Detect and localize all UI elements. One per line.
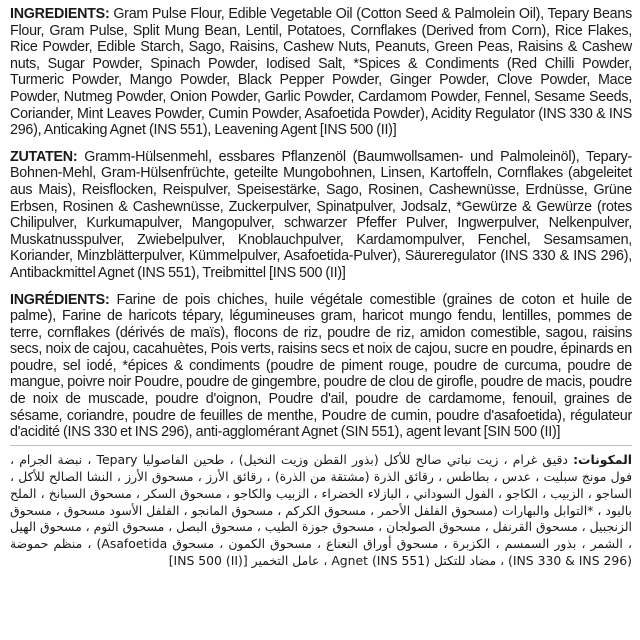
section-divider (10, 282, 632, 292)
ingredients-german-heading: ZUTATEN: (10, 148, 78, 165)
ingredients-german-text: Gramm-Hülsenmehl, essbares Pflanzenöl (Baumwollsamen- und Palmoleinöl), Tepary-Bohnen-Mehl, Gram-Hülsenfrüchte, geteilte Mungobohnen, Linsen, Kartoffeln, Cornflakes (abgeleitet aus Mais), Reisflocken, Reispulver, Speisestärke, Sago, Rosinen, Cashewnüsse, Erdnüsse, Grüne Erbsen, Rosinen & Cashewnüsse, Zuckerpulver, Spinatpulver, Jodsalz, *Gewürze & Gewürze (rotes Chilipulver, Kurkumapulver, Mangopulver, schwarzer Pfeffer Pulver, Ingwerpulver, Nelkenpulver, Muskatnusspulver, Zwiebelpulver, Knoblauchpulver, Kardamompulver, Fenchel, Sesamsamen, Koriander, Minzblätterpulver, Kümmelpulver, Asafoetida-Pulver), Säureregulator (INS 330 & INS 296), Antibackmittel Agnet (INS 551), Treibmittel [INS 500 (II)] (10, 148, 632, 281)
section-divider (10, 139, 632, 149)
ingredients-french-heading: INGRÉDIENTS: (10, 291, 110, 308)
section-rule (10, 445, 632, 446)
ingredients-arabic-heading: المكونات: (573, 451, 632, 467)
ingredients-french (10, 292, 632, 441)
ingredients-english-heading: INGREDIENTS: (10, 6, 110, 22)
ingredients-french-text: Farine de pois chiches, huile végétale comestible (graines de coton et huile de palme), Farine de haricots tépary, légumineuses gram, haricot mungo fendu, lentilles, pommes de terre, cornflakes (dérivés de maïs), flocons de riz, poudre de riz, amidon comestible, sagou, raisins secs, noix de cajou, cacahuètes, Pois verts, raisins secs et noix de cajou, sucre en poudre, épinards en poudre, sel iodé, *épices & condiments (poudre de piment rouge, poudre de curcuma, poudre de mangue, poivre noir Poudre, poudre de gingembre, poudre de clou de girofle, poudre de macis, poudre de noix de muscade, poudre d'oignon, Poudre d'ail, poudre de cardamome, fenouil, graines de sésame, coriandre, poudre de feuilles de menthe, Poudre de cumin, poudre d'asafoetida), régulateur d'acidité (INS 330 et INS 296), anti-agglomérant Agnet (SIN 551), agent levant [SIN 500 (II)] (10, 291, 632, 441)
ingredients-english (10, 6, 632, 139)
ingredients-german (10, 149, 632, 282)
ingredients-english-text: Gram Pulse Flour, Edible Vegetable Oil (Cotton Seed & Palmolein Oil), Tepary Beans Flour, Gram Pulse, Split Mung Bean, Lentil, Potatoes, Cornflakes (Derived from Corn), Rice Flakes, Rice Powder, Edible Starch, Sago, Raisins, Cashew Nuts, Peanuts, Green Peas, Raisins & Cashew nuts, Sugar Powder, Spinach Powder, Iodised Salt, *Spices & Condiments (Red Chilli Powder, Turmeric Powder, Mango Powder, Black Pepper Powder, Ginger Powder, Clove Powder, Mace Powder, Nutmeg Powder, Onion Powder, Garlic Powder, Cardamom Powder, Fennel, Sesame Seeds, Coriander, Mint Leaves Powder, Cumin Powder, Asafoetida Powder), Acidity Regulator (INS 330 & INS 296), Anticaking Agnet (INS 551), Leavening Agent [INS 500 (II)] (10, 6, 632, 139)
ingredients-arabic-text: دقيق غرام ، زيت نباتي صالح للأكل (بذور القطن وزيت النخيل) ، طحين الفاصوليا Tepary ، نبضة الجرام ، فول مونج سبليت ، عدس ، بطاطس ، رقائق الذرة (مشتقة من الذرة) ، رقائق الأرز ، مسحوق الأرز ، النشا الصالح للأكل ، الساجو ، الزبيب ، الكاجو ، الفول السوداني ، البازلاء الخضراء ، الزبيب والكاجو ، مسحوق السكر ، مسحوق السبانخ ، الملح باليود ، *التوابل والبهارات (مسحوق الفلفل الأحمر ، مسحوق الكركم ، مسحوق المانجو ، الفلفل الأسود مسحوق ، مسحوق الزنجبيل ، مسحوق القرنفل ، مسحوق الصولجان ، مسحوق جوزة الطيب ، مسحوق البصل ، مسحوق الثوم ، مسحوق الهيل ، الشمر ، بذور السمسم ، الكزبرة ، مسحوق أوراق النعناع ، مسحوق الكمون ، مسحوق Asafoetida) ، منظم حموضة (INS 330 & INS 296) ، مضاد للتكتل Agnet (INS 551) ، عامل التخمير [INS 500 (II)] (10, 451, 632, 569)
ingredients-arabic (10, 452, 632, 570)
